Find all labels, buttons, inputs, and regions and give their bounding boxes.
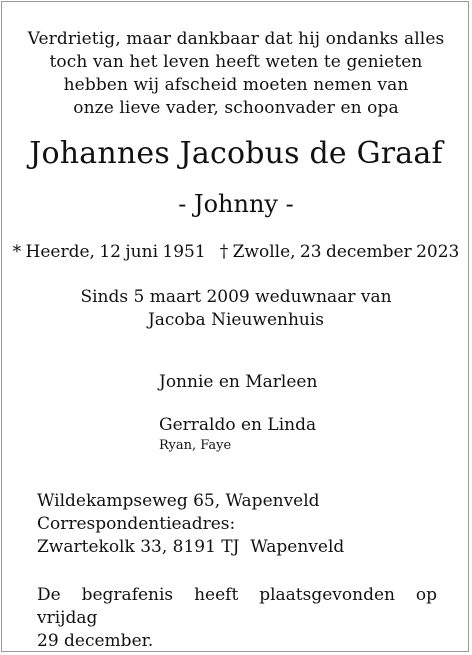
deceased-name: Johannes Jacobus de Graaf	[29, 136, 443, 171]
intro-line: Verdrietig, maar dankbaar dat hij ondanks alles	[27, 29, 445, 49]
life-dates	[0, 241, 472, 263]
address-line: Correspondentieadres:	[37, 514, 236, 534]
funeral-notice	[37, 584, 437, 653]
widowhood-text	[0, 286, 472, 332]
child-couple: Jonnie en Marleen	[159, 372, 318, 392]
address-block	[37, 490, 437, 559]
grandchildren: Ryan, Faye	[159, 438, 232, 453]
intro-line: hebben wij afscheid moeten nemen van	[63, 75, 409, 95]
widowhood-line: Jacoba Nieuwenhuis	[147, 310, 325, 330]
birth-date: * Heerde, 12 juni 1951	[12, 242, 206, 262]
intro-text	[0, 28, 472, 120]
death-date: † Zwolle, 23 december 2023	[219, 242, 460, 262]
intro-line: onze lieve vader, schoonvader en opa	[73, 98, 399, 118]
child-couple: Gerraldo en Linda	[159, 415, 317, 435]
funeral-line: 29 december.	[37, 631, 154, 651]
address-line: Zwartekolk 33, 8191 TJ Wapenveld	[37, 537, 345, 557]
widowhood-line: Sinds 5 maart 2009 weduwnaar van	[80, 287, 392, 307]
intro-line: toch van het leven heeft weten te genieten	[49, 52, 423, 72]
address-line: Wildekampseweg 65, Wapenveld	[37, 491, 320, 511]
funeral-line: De begrafenis heeft plaatsgevonden op vrijdag	[37, 585, 437, 628]
deceased-nickname: - Johnny -	[178, 190, 294, 218]
